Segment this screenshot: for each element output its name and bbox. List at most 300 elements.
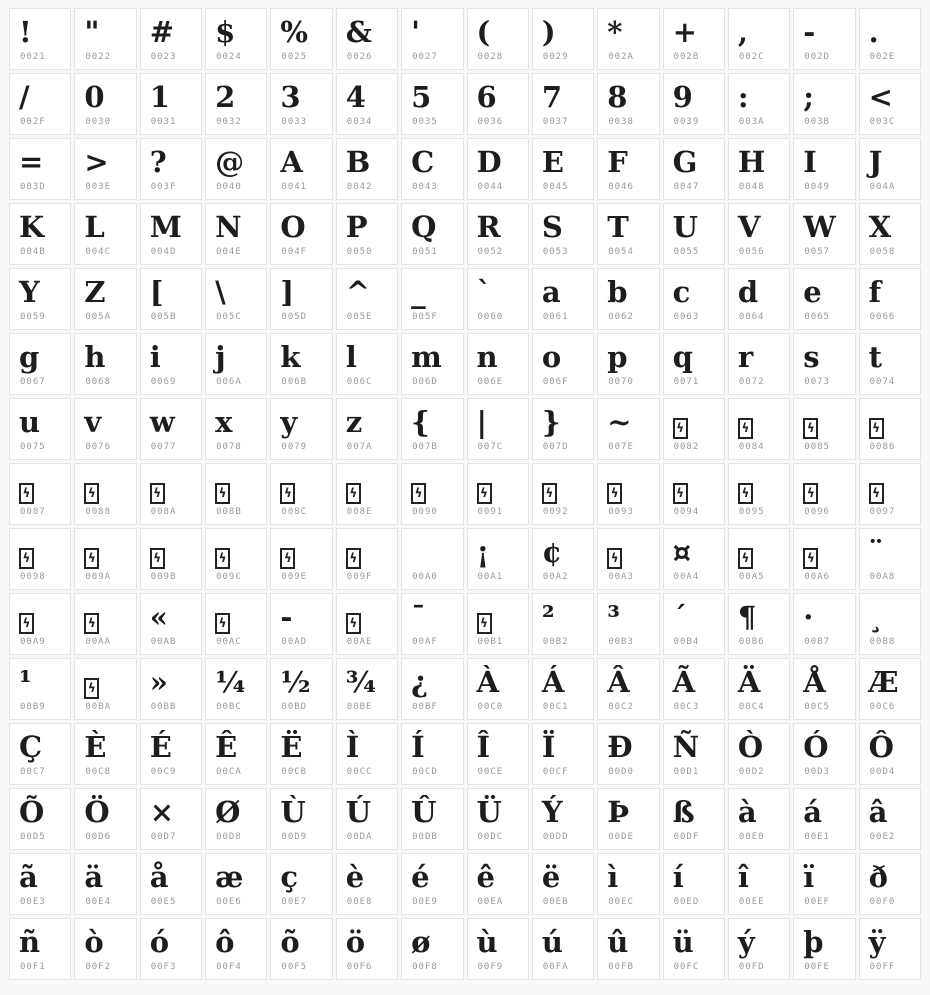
codepoint-label: 0036 [477,117,504,127]
glyph-cell-0042[interactable] [336,138,398,200]
codepoint-label: 0079 [281,442,308,452]
glyph-cell-0072[interactable] [728,333,790,395]
codepoint-label: 00E4 [85,897,112,907]
glyph-cell-00E5[interactable] [140,853,202,915]
glyph-cell-0078[interactable] [205,398,267,460]
codepoint-label: 0054 [608,247,634,257]
notdef-box-icon [738,418,753,439]
codepoint-label: 0029 [542,52,569,62]
glyph: J [868,145,883,179]
glyph-cell-002F[interactable] [9,73,71,135]
glyph-cell-003E[interactable] [74,138,136,200]
glyph-cell-00AC[interactable] [205,593,267,655]
codepoint-label: 0023 [150,52,177,62]
glyph-cell-00C2[interactable] [597,658,659,720]
glyph: Ñ [672,730,700,764]
glyph-cell-005C[interactable] [205,268,267,330]
glyph-cell-0084[interactable] [728,398,790,460]
glyph-cell-00BC[interactable] [205,658,267,720]
glyph-cell-0040[interactable] [205,138,267,200]
glyph-cell-0048[interactable] [728,138,790,200]
codepoint-label: 004C [85,247,112,257]
glyph: Í [411,730,425,764]
glyph-cell-00CD[interactable] [401,723,463,785]
glyph-cell-003C[interactable] [859,73,921,135]
glyph-cell-00A9[interactable] [9,593,71,655]
glyph-cell-005B[interactable] [140,268,202,330]
glyph-cell-00C0[interactable] [467,658,529,720]
glyph-cell-00D4[interactable] [859,723,921,785]
codepoint-label: 00FA [542,962,569,972]
codepoint-label: 0085 [804,442,830,452]
glyph: P [345,210,368,244]
glyph-cell-0051[interactable] [401,203,463,265]
glyph-cell-0030[interactable] [74,73,136,135]
lightning-bolt-icon: ϟ [676,486,685,500]
glyph-cell-0052[interactable] [467,203,529,265]
glyph-cell-007A[interactable] [336,398,398,460]
glyph-cell-00F6[interactable] [336,918,398,980]
glyph-cell-008C[interactable] [270,463,332,525]
glyph-cell-00F8[interactable] [401,918,463,980]
glyph-cell-00DD[interactable] [532,788,594,850]
glyph [215,534,264,570]
glyph: X [868,210,892,244]
glyph-cell-009B[interactable] [140,528,202,590]
glyph-cell-00E3[interactable] [9,853,71,915]
glyph-cell-0058[interactable] [859,203,921,265]
glyph-cell-002E[interactable] [859,8,921,70]
glyph-cell-0039[interactable] [663,73,725,135]
codepoint-label: 0035 [412,117,438,127]
glyph-cell-0022[interactable] [74,8,136,70]
glyph-cell-00B9[interactable] [9,658,71,720]
codepoint-label: 00CD [412,767,438,777]
glyph-cell-00F0[interactable] [859,853,921,915]
glyph-cell-0036[interactable] [467,73,529,135]
glyph-cell-0079[interactable] [270,398,332,460]
glyph-cell-00FD[interactable] [728,918,790,980]
glyph-cell-00A6[interactable] [793,528,855,590]
lightning-bolt-icon: ϟ [153,551,162,565]
glyph-cell-006F[interactable] [532,333,594,395]
glyph-cell-00BD[interactable] [270,658,332,720]
glyph-cell-0092[interactable] [532,463,594,525]
glyph-cell-00A3[interactable] [597,528,659,590]
glyph: ~ [607,405,632,439]
glyph-cell-0054[interactable] [597,203,659,265]
codepoint-label: 00FE [804,962,830,972]
glyph-cell-00DC[interactable] [467,788,529,850]
notdef-box-icon [215,613,230,634]
glyph-cell-0046[interactable] [597,138,659,200]
glyph-cell-002B[interactable] [663,8,725,70]
glyph-cell-0029[interactable] [532,8,594,70]
glyph-cell-00ED[interactable] [663,853,725,915]
glyph-cell-00F3[interactable] [140,918,202,980]
glyph-cell-007C[interactable] [467,398,529,460]
glyph: Æ [868,665,899,699]
glyph-cell-006C[interactable] [336,333,398,395]
glyph-cell-00E9[interactable] [401,853,463,915]
glyph-cell-00B8[interactable] [859,593,921,655]
glyph-cell-002C[interactable] [728,8,790,70]
glyph-cell-0043[interactable] [401,138,463,200]
glyph-cell-0086[interactable] [859,398,921,460]
glyph-cell-004C[interactable] [74,203,136,265]
notdef-box-icon [477,483,492,504]
codepoint-label: 0062 [608,312,634,322]
glyph-cell-0066[interactable] [859,268,921,330]
glyph-cell-0075[interactable] [9,398,71,460]
glyph-cell-004B[interactable] [9,203,71,265]
codepoint-label: 0037 [542,117,569,127]
codepoint-label: 0034 [346,117,373,127]
glyph-cell-00A4[interactable] [663,528,725,590]
glyph-cell-00D0[interactable] [597,723,659,785]
notdef-box-icon [738,548,753,569]
glyph-cell-00FE[interactable] [793,918,855,980]
glyph-cell-003D[interactable] [9,138,71,200]
glyph: Ù [280,795,306,829]
glyph: ö [345,925,366,959]
glyph-cell-00E7[interactable] [270,853,332,915]
lightning-bolt-icon: ϟ [349,551,358,565]
glyph-cell-0041[interactable] [270,138,332,200]
glyph-cell-0033[interactable] [270,73,332,135]
glyph-cell-005E[interactable] [336,268,398,330]
glyph-cell-008E[interactable] [336,463,398,525]
glyph-cell-00F4[interactable] [205,918,267,980]
glyph-cell-0073[interactable] [793,333,855,395]
glyph-cell-004A[interactable] [859,138,921,200]
glyph-cell-004F[interactable] [270,203,332,265]
glyph-cell-003A[interactable] [728,73,790,135]
glyph-cell-00FF[interactable] [859,918,921,980]
codepoint-label: 00A2 [542,572,569,582]
glyph-cell-00B7[interactable] [793,593,855,655]
glyph: a [541,275,561,309]
glyph-cell-0062[interactable] [597,268,659,330]
glyph-cell-00FB[interactable] [597,918,659,980]
glyph-cell-005F[interactable] [401,268,463,330]
glyph-cell-00CB[interactable] [270,723,332,785]
codepoint-label: 0044 [477,182,504,192]
glyph-cell-009C[interactable] [205,528,267,590]
glyph-cell-00D9[interactable] [270,788,332,850]
glyph-cell-0076[interactable] [74,398,136,460]
glyph-cell-0021[interactable] [9,8,71,70]
notdef-box-icon [869,418,884,439]
glyph-cell-00F1[interactable] [9,918,71,980]
codepoint-label: 0041 [281,182,308,192]
glyph-cell-00D2[interactable] [728,723,790,785]
codepoint-label: 00A6 [804,572,830,582]
codepoint-label: 00E9 [412,897,438,907]
glyph-cell-002A[interactable] [597,8,659,70]
codepoint-label: 0070 [608,377,634,387]
glyph-cell-00DA[interactable] [336,788,398,850]
glyph-cell-005D[interactable] [270,268,332,330]
glyph-cell-00B3[interactable] [597,593,659,655]
glyph-cell-008A[interactable] [140,463,202,525]
glyph-cell-0093[interactable] [597,463,659,525]
codepoint-label: 0040 [216,182,242,192]
glyph-cell-00BE[interactable] [336,658,398,720]
codepoint-label: 0094 [673,507,700,517]
glyph-cell-0027[interactable] [401,8,463,70]
glyph-cell-00B6[interactable] [728,593,790,655]
glyph-cell-00F9[interactable] [467,918,529,980]
glyph-cell-0049[interactable] [793,138,855,200]
glyph-cell-0050[interactable] [336,203,398,265]
glyph-cell-00E6[interactable] [205,853,267,915]
codepoint-label: 00D3 [804,767,830,777]
glyph-cell-0067[interactable] [9,333,71,395]
codepoint-label: 005C [216,312,242,322]
glyph-cell-0071[interactable] [663,333,725,395]
glyph [869,404,918,440]
codepoint-label: 005E [346,312,373,322]
codepoint-label: 00A4 [673,572,700,582]
glyph-cell-00D7[interactable] [140,788,202,850]
glyph-cell-00C3[interactable] [663,658,725,720]
glyph-cell-0026[interactable] [336,8,398,70]
glyph-cell-00A5[interactable] [728,528,790,590]
glyph-cell-009A[interactable] [74,528,136,590]
glyph: s [803,340,820,374]
codepoint-label: 0021 [20,52,46,62]
codepoint-label: 00DC [477,832,504,842]
glyph-cell-009F[interactable] [336,528,398,590]
codepoint-label: 0095 [738,507,765,517]
glyph-cell-00AF[interactable] [401,593,463,655]
glyph: T [607,210,629,244]
notdef-box-icon [215,483,230,504]
glyph-cell-00B2[interactable] [532,593,594,655]
glyph-cell-006D[interactable] [401,333,463,395]
glyph-cell-007B[interactable] [401,398,463,460]
glyph-cell-004D[interactable] [140,203,202,265]
glyph-cell-0025[interactable] [270,8,332,70]
glyph [411,469,460,505]
notdef-box-icon [150,548,165,569]
codepoint-label: 00FD [738,962,765,972]
glyph-cell-0053[interactable] [532,203,594,265]
glyph-cell-0098[interactable] [9,528,71,590]
glyph-cell-0038[interactable] [597,73,659,135]
glyph-cell-00EE[interactable] [728,853,790,915]
glyph-cell-00EB[interactable] [532,853,594,915]
glyph-cell-0059[interactable] [9,268,71,330]
glyph-cell-00EA[interactable] [467,853,529,915]
glyph-cell-0065[interactable] [793,268,855,330]
glyph-cell-0057[interactable] [793,203,855,265]
glyph-cell-0034[interactable] [336,73,398,135]
glyph-cell-0024[interactable] [205,8,267,70]
glyph-cell-0082[interactable] [663,398,725,460]
glyph: ô [215,925,235,959]
glyph-cell-00D1[interactable] [663,723,725,785]
codepoint-label: 00B2 [542,637,569,647]
notdef-box-icon [607,483,622,504]
glyph: v [84,405,102,439]
glyph-cell-0077[interactable] [140,398,202,460]
codepoint-label: 00E6 [216,897,242,907]
glyph-cell-00F5[interactable] [270,918,332,980]
glyph: ¾ [345,665,377,699]
glyph-cell-0063[interactable] [663,268,725,330]
glyph-cell-0045[interactable] [532,138,594,200]
glyph-cell-0095[interactable] [728,463,790,525]
codepoint-label: 00B7 [804,637,830,647]
glyph: ¿ [411,665,429,699]
glyph-cell-00A0[interactable] [401,528,463,590]
glyph-cell-00CC[interactable] [336,723,398,785]
glyph-cell-0094[interactable] [663,463,725,525]
glyph: % [280,15,308,49]
codepoint-label: 00D0 [608,767,634,777]
glyph-cell-0085[interactable] [793,398,855,460]
codepoint-label: 0024 [216,52,242,62]
notdef-box-icon [215,548,230,569]
glyph-cell-00C4[interactable] [728,658,790,720]
glyph-cell-00D6[interactable] [74,788,136,850]
glyph [346,469,395,505]
glyph-cell-00EC[interactable] [597,853,659,915]
glyph-cell-009E[interactable] [270,528,332,590]
glyph-cell-0087[interactable] [9,463,71,525]
glyph-cell-00E4[interactable] [74,853,136,915]
glyph-cell-00FA[interactable] [532,918,594,980]
glyph-cell-00A8[interactable] [859,528,921,590]
glyph-cell-0047[interactable] [663,138,725,200]
glyph-cell-00DF[interactable] [663,788,725,850]
glyph-cell-00AB[interactable] [140,593,202,655]
glyph-cell-0035[interactable] [401,73,463,135]
glyph-cell-00DB[interactable] [401,788,463,850]
glyph-cell-00E8[interactable] [336,853,398,915]
glyph-cell-006A[interactable] [205,333,267,395]
glyph-cell-00DE[interactable] [597,788,659,850]
lightning-bolt-icon: ϟ [872,486,881,500]
glyph: 3 [280,80,301,114]
glyph-cell-00EF[interactable] [793,853,855,915]
glyph-cell-003F[interactable] [140,138,202,200]
glyph-cell-00C6[interactable] [859,658,921,720]
glyph-cell-00CF[interactable] [532,723,594,785]
glyph-cell-0061[interactable] [532,268,594,330]
codepoint-label: 0059 [20,312,46,322]
glyph-cell-0037[interactable] [532,73,594,135]
glyph-cell-006E[interactable] [467,333,529,395]
glyph-cell-00B1[interactable] [467,593,529,655]
codepoint-label: 008B [216,507,242,517]
glyph-cell-0064[interactable] [728,268,790,330]
glyph-cell-007E[interactable] [597,398,659,460]
glyph-cell-00D3[interactable] [793,723,855,785]
glyph-cell-006B[interactable] [270,333,332,395]
codepoint-label: 006F [542,377,569,387]
glyph-cell-0028[interactable] [467,8,529,70]
glyph-cell-00AA[interactable] [74,593,136,655]
codepoint-label: 0087 [20,507,46,517]
glyph-cell-00BB[interactable] [140,658,202,720]
codepoint-label: 00BD [281,702,308,712]
glyph-cell-00BF[interactable] [401,658,463,720]
glyph-cell-0044[interactable] [467,138,529,200]
glyph-cell-00B4[interactable] [663,593,725,655]
glyph-cell-00F2[interactable] [74,918,136,980]
glyph-cell-0023[interactable] [140,8,202,70]
glyph-cell-008B[interactable] [205,463,267,525]
glyph-cell-0068[interactable] [74,333,136,395]
glyph-cell-0031[interactable] [140,73,202,135]
glyph-cell-00AD[interactable] [270,593,332,655]
glyph-cell-00D5[interactable] [9,788,71,850]
glyph-cell-0032[interactable] [205,73,267,135]
glyph-cell-00D8[interactable] [205,788,267,850]
glyph: S [541,210,563,244]
glyph [19,469,68,505]
glyph-cell-0069[interactable] [140,333,202,395]
glyph-cell-00E1[interactable] [793,788,855,850]
glyph: g [19,340,40,374]
glyph-cell-005A[interactable] [74,268,136,330]
glyph-cell-0060[interactable] [467,268,529,330]
codepoint-label: 00AB [150,637,177,647]
glyph: c [672,275,691,309]
glyph-cell-00C8[interactable] [74,723,136,785]
glyph-cell-00A2[interactable] [532,528,594,590]
codepoint-label: 004F [281,247,308,257]
glyph-cell-00E2[interactable] [859,788,921,850]
glyph [738,534,787,570]
glyph-cell-00CE[interactable] [467,723,529,785]
glyph: A [280,145,303,179]
glyph: â [868,795,888,829]
glyph-cell-0074[interactable] [859,333,921,395]
glyph-cell-0070[interactable] [597,333,659,395]
glyph-cell-0088[interactable] [74,463,136,525]
glyph-cell-00C7[interactable] [9,723,71,785]
glyph-cell-003B[interactable] [793,73,855,135]
glyph-cell-0055[interactable] [663,203,725,265]
glyph-cell-00AE[interactable] [336,593,398,655]
glyph [411,534,460,570]
notdef-box-icon [411,483,426,504]
glyph-cell-0096[interactable] [793,463,855,525]
glyph-cell-0090[interactable] [401,463,463,525]
glyph-cell-002D[interactable] [793,8,855,70]
glyph-cell-00CA[interactable] [205,723,267,785]
glyph-cell-0097[interactable] [859,463,921,525]
glyph-cell-00A1[interactable] [467,528,529,590]
glyph [150,469,199,505]
glyph: è [345,860,365,894]
glyph-cell-00BA[interactable] [74,658,136,720]
glyph-cell-00C9[interactable] [140,723,202,785]
glyph-cell-00FC[interactable] [663,918,725,980]
glyph-cell-0056[interactable] [728,203,790,265]
glyph-cell-00C5[interactable] [793,658,855,720]
glyph-cell-00C1[interactable] [532,658,594,720]
glyph-cell-0091[interactable] [467,463,529,525]
glyph-cell-00E0[interactable] [728,788,790,850]
glyph-cell-004E[interactable] [205,203,267,265]
glyph: ¡ [476,535,490,569]
glyph-cell-007D[interactable] [532,398,594,460]
